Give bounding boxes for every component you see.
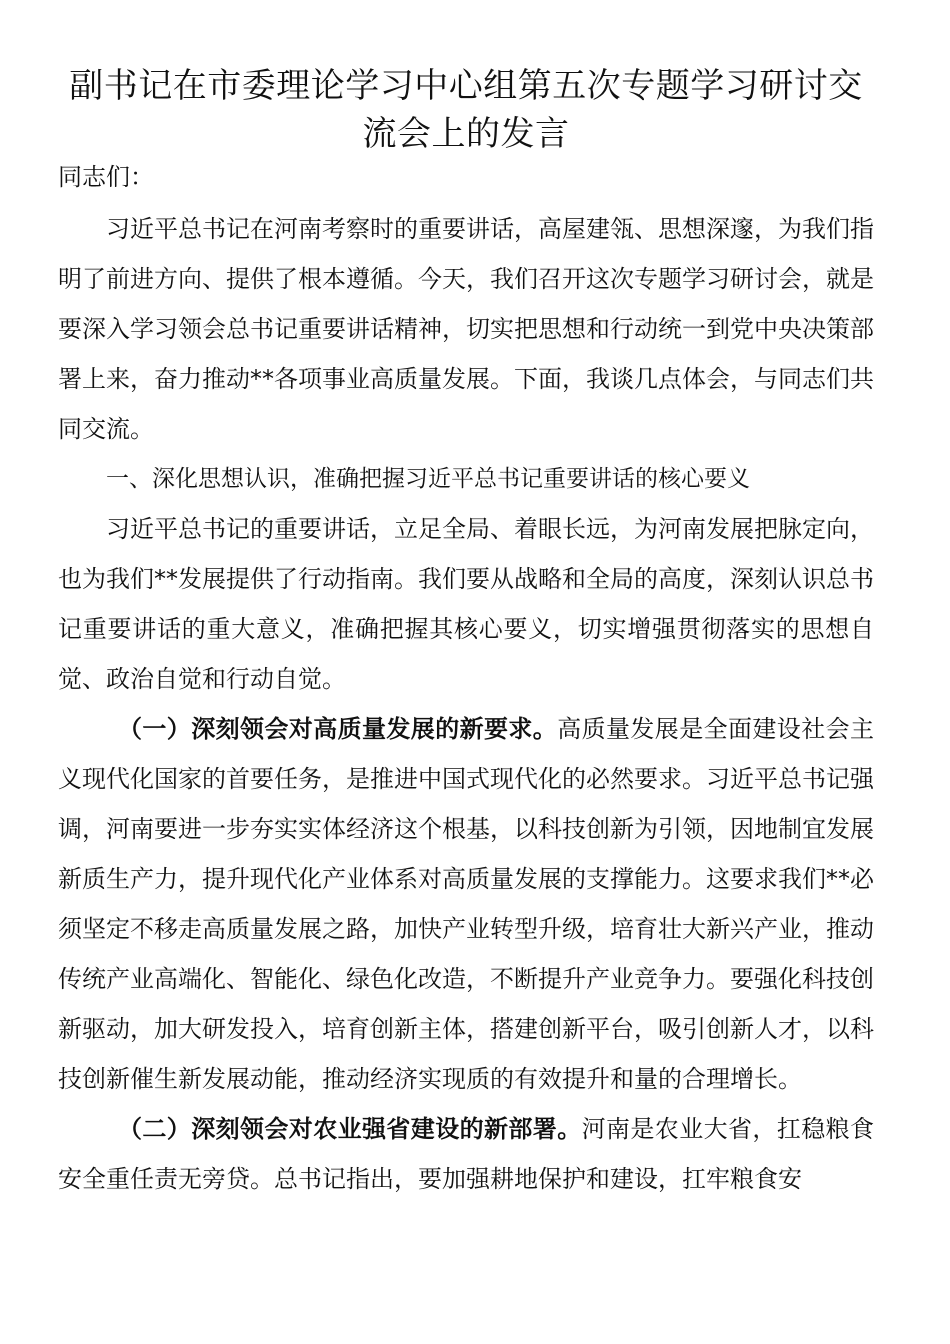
- section-1-intro-paragraph: 习近平总书记的重要讲话，立足全局、着眼长远，为河南发展把脉定向，也为我们**发展提供了行动指南。我们要从战略和全局的高度，深刻认识总书记重要讲话的重大意义，准确把握其核心要义，切实增强贯彻落实的思想自觉、政治自觉和行动自觉。: [58, 515, 874, 693]
- subsection-1-body: 高质量发展是全面建设社会主义现代化国家的首要任务，是推进中国式现代化的必然要求。习近平总书记强调，河南要进一步夯实实体经济这个根基，以科技创新为引领，因地制宜发展新质生产力，提升现代化产业体系对高质量发展的支撑能力。这要求我们**必须坚定不移走高质量发展之路，加快产业转型升级，培育壮大新兴产业，推动传统产业高端化、智能化、绿色化改造，不断提升产业竞争力。要强化科技创新驱动，加大研发投入，培育创新主体，搭建创新平台，吸引创新人才，以科技创新催生新发展动能，推动经济实现质的有效提升和量的合理增长。: [58, 715, 875, 1093]
- title-line-2: 流会上的发言: [362, 114, 570, 154]
- document-title: [58, 62, 874, 158]
- subsection-1-paragraph: [58, 704, 874, 1104]
- intro-paragraph: 习近平总书记在河南考察时的重要讲话，高屋建瓴、思想深邃，为我们指明了前进方向、提供了根本遵循。今天，我们召开这次专题学习研讨会，就是要深入学习领会总书记重要讲话精神，切实把思想和行动统一到党中央决策部署上来，奋力推动**各项事业高质量发展。下面，我谈几点体会，与同志们共同交流。: [58, 215, 874, 443]
- subsection-1-heading: （一）深刻领会对高质量发展的新要求。: [118, 715, 558, 743]
- subsection-2-heading: （二）深刻领会对农业强省建设的新部署。: [118, 1115, 582, 1143]
- subsection-2-paragraph: [58, 1104, 874, 1204]
- salutation: 同志们：: [58, 163, 154, 191]
- section-1-heading: 一、深化思想认识，准确把握习近平总书记重要讲话的核心要义: [106, 466, 750, 492]
- title-line-1: 副书记在市委理论学习中心组第五次专题学习研讨交: [69, 66, 863, 106]
- subsection-2-body: 河南是农业大省，扛稳粮食安全重任责无旁贷。总书记指出，要加强耕地保护和建设，扛牢粮食安: [58, 1115, 875, 1193]
